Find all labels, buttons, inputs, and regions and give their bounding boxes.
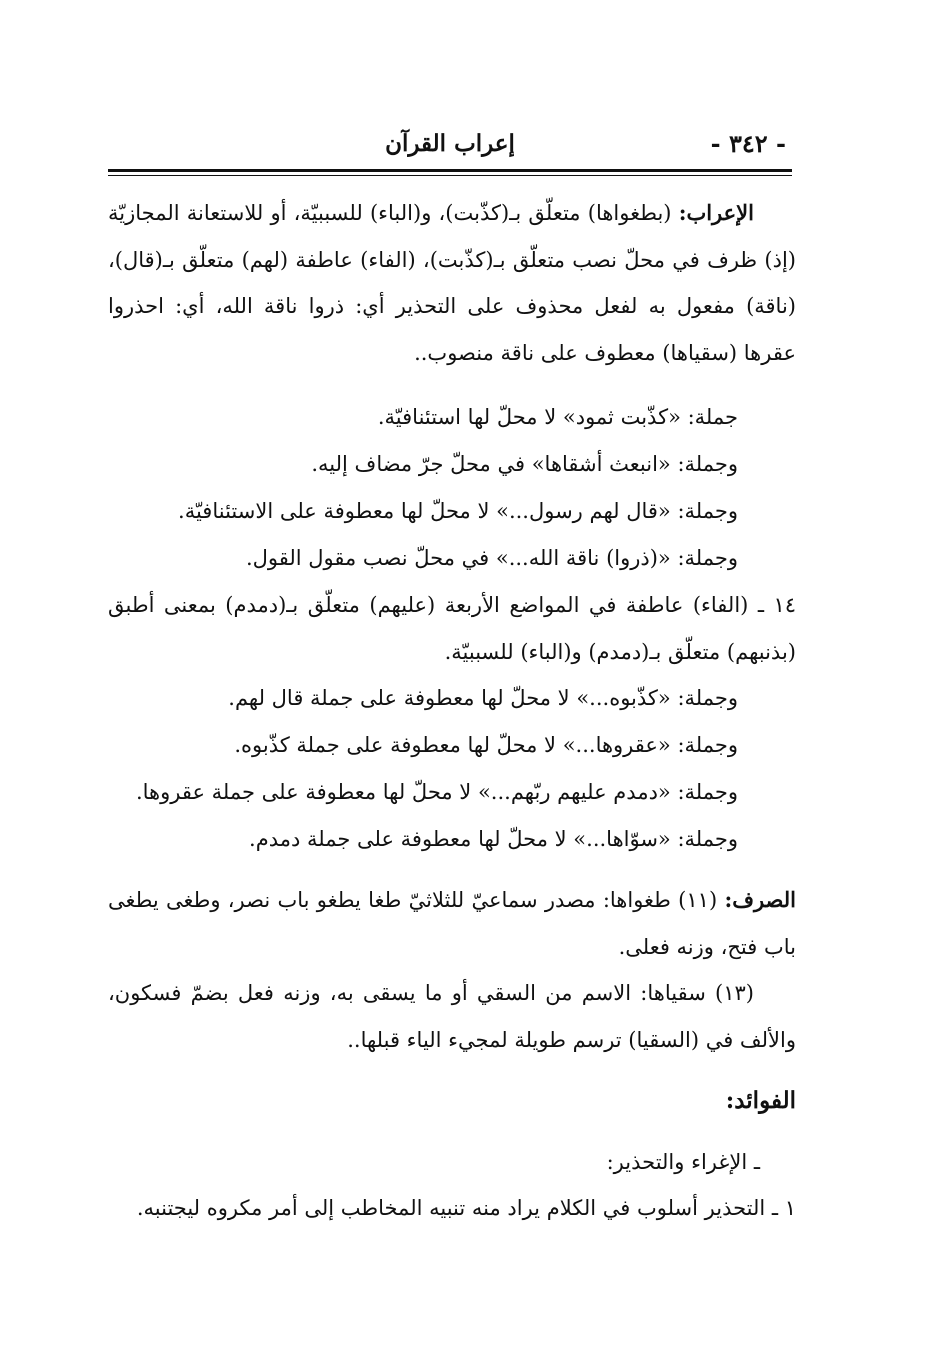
sarf-paragraph-13: (١٣) سقياها: الاسم من السقي أو ما يسقى به، وزنه فعل بضمّ فسكون، والألف في (السقيا) ترسم طويلة لمجيء الياء قبلها.. <box>108 981 796 1052</box>
irab-text: (بطغواها) متعلّق بـ(كذّبت)، و(الباء) للسببيّة، أو للاستعانة المجازيّة (إذ) ظرف في محلّ نصب متعلّق بـ(كذّبت)، (الفاء) عاطفة (لهم) متعلّق بـ(قال)، (ناقة) مفعول به لفعل محذوف على التحذير أي: ذروا ناقة الله، أي: احذروا عقرها (سقياها) معطوف على ناقة منصوب.. <box>108 201 796 365</box>
sarf-lead: الصرف: <box>724 887 796 912</box>
page-number: - ٣٤٢ - <box>710 129 786 158</box>
irab-lead: الإعراب: <box>678 200 754 225</box>
jumla-line: جملة: «كذّبت ثمود» لا محلّ لها استئنافيّة. <box>377 405 738 429</box>
jumla-line: وجملة: «(ذروا) ناقة الله...» في محلّ نصب مقول القول. <box>245 546 738 570</box>
fawaid-item: ١ ـ التحذير أسلوب في الكلام يراد منه تنبيه المخاطب إلى أمر مكروه ليجتنبه. <box>136 1196 796 1220</box>
fawaid-subheading: ـ الإغراء والتحذير: <box>606 1150 760 1174</box>
running-title: إعراب القرآن <box>385 130 515 157</box>
jumla-line: وجملة: «قال لهم رسول...» لا محلّ لها معطوفة على الاستئنافيّة. <box>178 499 738 523</box>
jumal-list-2 <box>108 675 796 863</box>
note-14: ١٤ ـ (الفاء) عاطفة في المواضع الأربعة (عليهم) متعلّق بـ(دمدم) بمعنى أطبق (بذنبهم) متعلّق بـ(دمدم) و(الباء) للسببيّة. <box>108 593 796 664</box>
sarf-text: (١١) طغواها: مصدر سماعيّ للثلاثيّ طغا يطغو باب نصر، وطغى يطغى باب فتح، وزنه فعلى. <box>108 888 796 959</box>
jumla-line: وجملة: «كذّبوه...» لا محلّ لها معطوفة على جملة قال لهم. <box>228 686 738 710</box>
jumla-line: وجملة: «سوّاها...» لا محلّ لها معطوفة على جملة دمدم. <box>249 827 738 851</box>
fawaid-heading: الفوائد: <box>725 1087 796 1114</box>
page-header <box>108 124 792 164</box>
jumla-line: وجملة: «دمدم عليهم ربّهم...» لا محلّ لها معطوفة على جملة عقروها. <box>135 780 738 804</box>
irab-paragraph <box>108 190 796 376</box>
page-body <box>108 190 796 1231</box>
jumla-line: وجملة: «انبعث أشقاها» في محلّ جرّ مضاف إليه. <box>311 452 738 476</box>
jumla-line: وجملة: «عقروها...» لا محلّ لها معطوفة على جملة كذّبوه. <box>234 733 738 757</box>
header-rule-thin <box>108 175 792 176</box>
header-rule <box>108 169 792 172</box>
jumal-list-1 <box>108 394 796 582</box>
sarf-paragraph <box>108 877 796 970</box>
